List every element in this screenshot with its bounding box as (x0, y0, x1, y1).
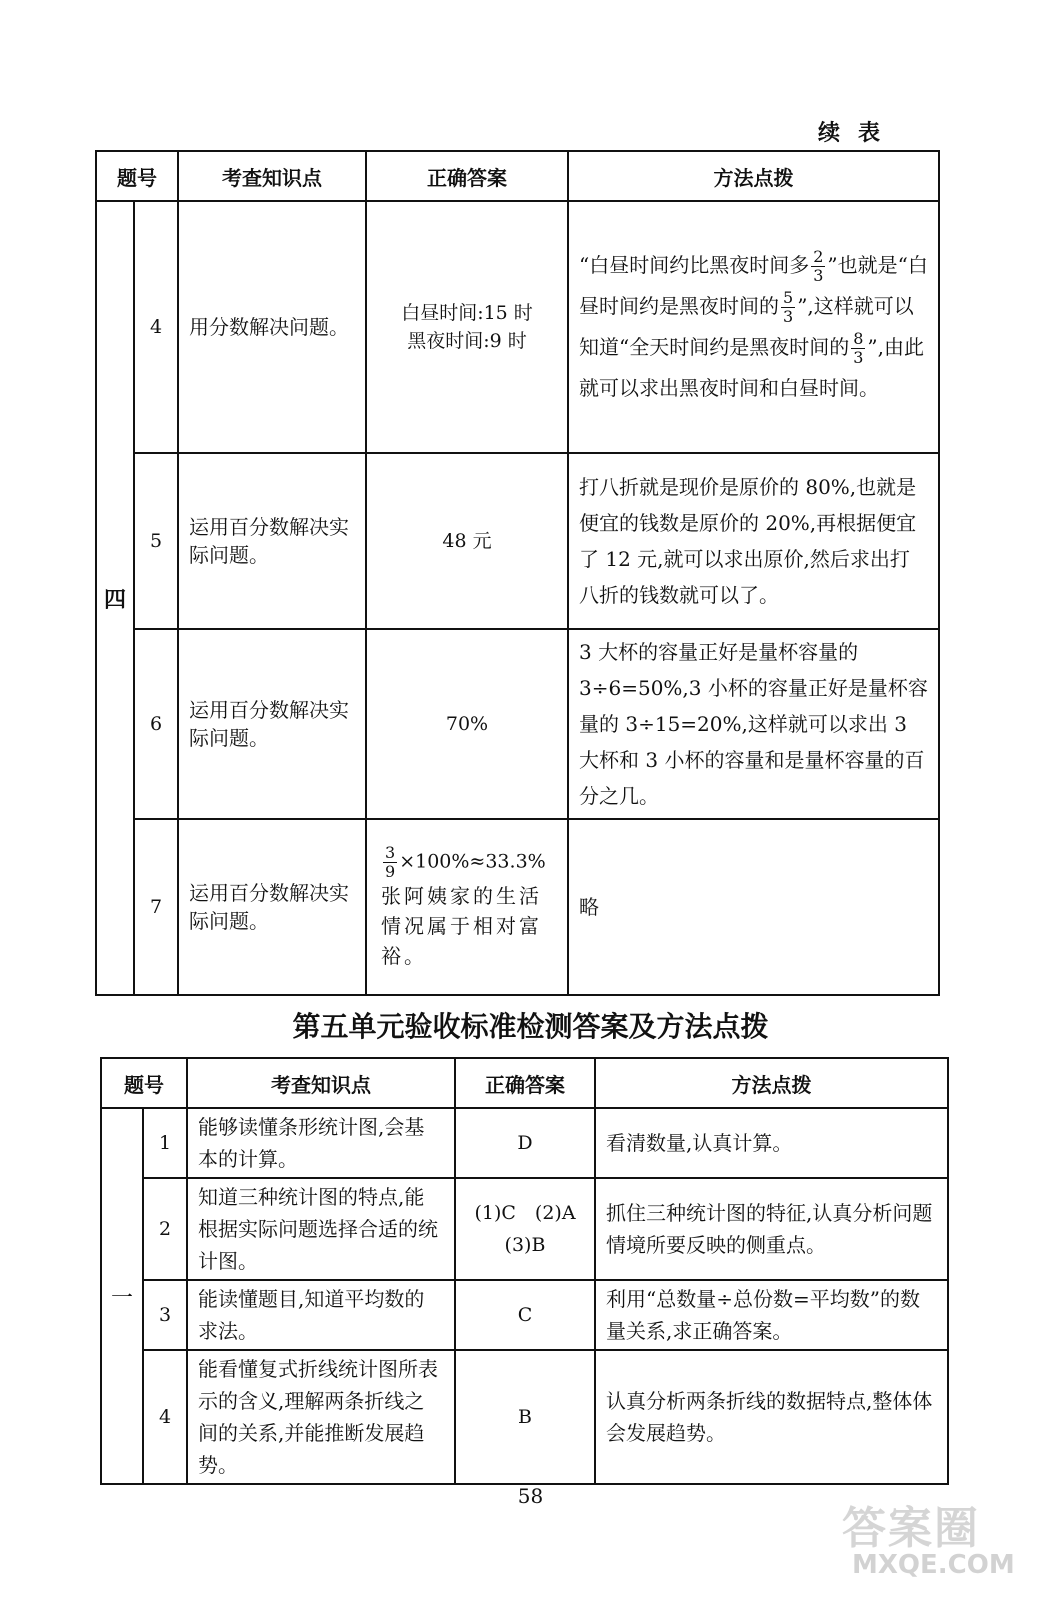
question-number: 1 (143, 1108, 187, 1178)
answer-line: (3)B (504, 1234, 546, 1256)
method-tips: 认真分析两条折线的数据特点,整体体会发展趋势。 (595, 1350, 948, 1484)
question-number: 6 (134, 629, 178, 819)
unit-label: 一 (101, 1108, 143, 1484)
correct-answer: C (455, 1280, 595, 1350)
method-text: “白昼时间约比黑夜时间多 (579, 253, 810, 277)
fraction: $\frac{8}{3}$ (853, 329, 864, 367)
correct-answer: B (455, 1350, 595, 1484)
header-correct-answer: 正确答案 (366, 151, 568, 201)
header-knowledge-point: 考查知识点 (178, 151, 366, 201)
header-correct-answer: 正确答案 (455, 1058, 595, 1108)
question-number: 5 (134, 453, 178, 629)
knowledge-point: 能够读懂条形统计图,会基本的计算。 (187, 1108, 455, 1178)
method-text: ”,这样就可以知道“全天时间约是黑夜时间的 (579, 294, 914, 359)
method-tips: 利用“总数量÷总份数=平均数”的数量关系,求正确答案。 (595, 1280, 948, 1350)
table-row (96, 201, 939, 453)
table-header-row (96, 151, 939, 201)
method-tips: 抓住三种统计图的特征,认真分析问题情境所要反映的侧重点。 (595, 1178, 948, 1280)
answer-table-unit-5 (100, 1057, 949, 1485)
knowledge-point: 运用百分数解决实际问题。 (178, 629, 366, 819)
header-method-tips: 方法点拨 (595, 1058, 948, 1108)
table-row (96, 819, 939, 995)
method-tips: 略 (568, 819, 939, 995)
method-tips: 打八折就是现价是原价的 80%,也就是便宜的钱数是原价的 20%,再根据便宜了 12 元,就可以求出原价,然后求出打八折的钱数就可以了。 (568, 453, 939, 629)
correct-answer (455, 1178, 595, 1280)
question-number: 7 (134, 819, 178, 995)
header-method-tips: 方法点拨 (568, 151, 939, 201)
knowledge-point: 知道三种统计图的特点,能根据实际问题选择合适的统计图。 (187, 1178, 455, 1280)
answer-line: (1)C (2)A (474, 1202, 576, 1224)
page-number: 58 (517, 1484, 544, 1508)
answer-conclusion: 张阿姨家的生活情况属于相对富裕。 (381, 883, 542, 968)
question-number: 4 (134, 201, 178, 453)
correct-answer (366, 201, 568, 453)
answer-line: 白昼时间:15 时 (401, 302, 533, 324)
answer-line: 黑夜时间:9 时 (407, 330, 527, 352)
fraction: $\frac{2}{3}$ (813, 247, 824, 285)
knowledge-point: 运用百分数解决实际问题。 (178, 453, 366, 629)
question-number: 3 (143, 1280, 187, 1350)
method-tips (568, 201, 939, 453)
method-text: ”也就是“白昼时间约是黑夜时间的 (579, 253, 928, 318)
unit-label: 四 (96, 201, 134, 995)
method-tips: 看清数量,认真计算。 (595, 1108, 948, 1178)
table-row (101, 1350, 948, 1484)
knowledge-point: 能读懂题目,知道平均数的求法。 (187, 1280, 455, 1350)
header-question-number: 题号 (101, 1058, 187, 1108)
table-row (101, 1178, 948, 1280)
table-header-row (101, 1058, 948, 1108)
header-knowledge-point: 考查知识点 (187, 1058, 455, 1108)
table-row (101, 1108, 948, 1178)
table-row (96, 453, 939, 629)
knowledge-point: 用分数解决问题。 (178, 201, 366, 453)
method-text: ”,由此就可以求出黑夜时间和白昼时间。 (579, 335, 925, 400)
watermark (842, 1492, 1052, 1592)
correct-answer: 70% (366, 629, 568, 819)
correct-answer: 48 元 (366, 453, 568, 629)
table-row (101, 1280, 948, 1350)
continued-label: 续表 (818, 121, 899, 146)
question-number: 2 (143, 1178, 187, 1280)
watermark-logo: 答案圈 (842, 1503, 980, 1554)
answer-expression: $\frac{3}{9}$ ×100%≈33.3% (385, 842, 546, 881)
answer-table-unit-4 (95, 150, 940, 996)
knowledge-point: 能看懂复式折线统计图所表示的含义,理解两条折线之间的关系,并能推断发展趋势。 (187, 1350, 455, 1484)
section-title: 第五单元验收标准检测答案及方法点拨 (292, 1010, 769, 1043)
fraction: $\frac{5}{3}$ (783, 288, 794, 326)
table-row (96, 629, 939, 819)
knowledge-point: 运用百分数解决实际问题。 (178, 819, 366, 995)
question-number: 4 (143, 1350, 187, 1484)
correct-answer (366, 819, 568, 995)
header-question-number: 题号 (96, 151, 178, 201)
fraction: $\frac{3}{9}$ (385, 842, 396, 881)
correct-answer: D (455, 1108, 595, 1178)
method-tips: 3 大杯的容量正好是量杯容量的 3÷6=50%,3 小杯的容量正好是量杯容量的 3÷15=20%,这样就可以求出 3 大杯和 3 小杯的容量和是量杯容量的百分之几。 (568, 629, 939, 819)
watermark-url: MXQE.COM (852, 1550, 1015, 1580)
